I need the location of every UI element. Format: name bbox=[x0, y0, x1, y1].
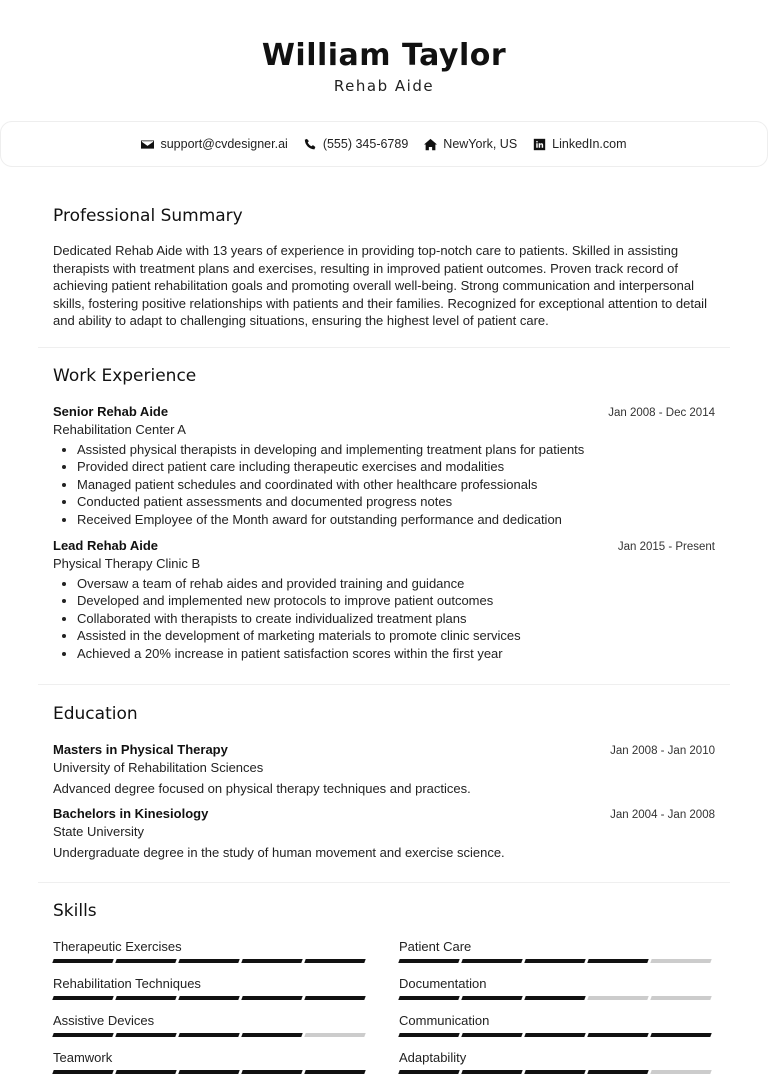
skill-level-segment-filled bbox=[241, 1070, 302, 1074]
contact-linkedin[interactable] bbox=[533, 137, 626, 151]
experience-title: Work Experience bbox=[53, 366, 197, 386]
skill-level-segment-empty bbox=[650, 996, 711, 1000]
job-bullet: • Developed and implemented new protocols to improve patient outcomes bbox=[77, 592, 715, 609]
skill-level-segment-filled bbox=[398, 996, 459, 1000]
skill-level-segment-filled bbox=[115, 1070, 176, 1074]
skill-level-segment-filled bbox=[52, 959, 113, 963]
skill-level-segment-filled bbox=[178, 1033, 239, 1037]
candidate-name: William Taylor bbox=[261, 38, 507, 73]
summary-section bbox=[38, 206, 730, 330]
contact-phone[interactable] bbox=[304, 137, 408, 151]
education-entry bbox=[53, 806, 715, 860]
skill-level-segment-filled bbox=[52, 996, 113, 1000]
job-entry bbox=[53, 538, 715, 662]
skill-level-segment-filled bbox=[52, 1033, 113, 1037]
skill-level-segment-filled bbox=[398, 1033, 459, 1037]
skill-level-segment-filled bbox=[241, 1033, 302, 1037]
skill-level-segment-filled bbox=[178, 959, 239, 963]
education-entry bbox=[53, 742, 715, 796]
skill-level-segment-filled bbox=[304, 996, 365, 1000]
skill-level-bar bbox=[399, 1070, 715, 1074]
job-entry bbox=[53, 404, 715, 528]
experience-section bbox=[38, 366, 730, 662]
skill-item bbox=[399, 1013, 715, 1050]
job-bullets bbox=[53, 441, 715, 528]
skills-title: Skills bbox=[53, 901, 97, 921]
job-bullet: • Provided direct patient care including therapeutic exercises and modalities bbox=[77, 458, 715, 475]
skill-name: Assistive Devices bbox=[53, 1013, 155, 1028]
linkedin-icon bbox=[533, 138, 546, 151]
education-description: Advanced degree focused on physical therapy techniques and practices. bbox=[53, 781, 471, 796]
job-title: Lead Rehab Aide bbox=[53, 538, 158, 554]
skill-name: Teamwork bbox=[53, 1050, 113, 1065]
summary-title: Professional Summary bbox=[53, 206, 243, 226]
skill-level-segment-filled bbox=[524, 1033, 585, 1037]
skill-level-bar bbox=[399, 1033, 715, 1037]
skill-level-segment-filled bbox=[398, 1070, 459, 1074]
skill-level-segment-filled bbox=[241, 959, 302, 963]
job-date: Jan 2008 - Dec 2014 bbox=[608, 407, 715, 419]
skill-level-segment-filled bbox=[115, 959, 176, 963]
skill-level-bar bbox=[53, 959, 369, 963]
education-section bbox=[38, 704, 730, 860]
divider bbox=[38, 684, 730, 685]
contact-location bbox=[424, 137, 517, 151]
skill-level-segment-empty bbox=[650, 959, 711, 963]
skill-level-segment-empty bbox=[304, 1033, 365, 1037]
skill-level-bar bbox=[53, 1070, 369, 1074]
skill-level-segment-filled bbox=[304, 959, 365, 963]
skill-level-segment-filled bbox=[461, 1070, 522, 1074]
job-company: Physical Therapy Clinic B bbox=[53, 556, 201, 572]
job-bullet: • Achieved a 20% increase in patient satisfaction scores within the first year bbox=[77, 645, 715, 662]
skill-name: Rehabilitation Techniques bbox=[53, 976, 201, 991]
home-icon bbox=[424, 138, 437, 151]
location-text: NewYork, US bbox=[443, 137, 518, 151]
skill-level-segment-filled bbox=[461, 996, 522, 1000]
job-company: Rehabilitation Center A bbox=[53, 422, 186, 437]
school-name: University of Rehabilitation Sciences bbox=[53, 760, 264, 775]
education-description: Undergraduate degree in the study of human movement and exercise science. bbox=[53, 845, 505, 860]
skill-item bbox=[53, 976, 369, 1013]
skill-level-bar bbox=[399, 996, 715, 1000]
job-bullet: • Assisted physical therapists in developing and implementing treatment plans for patients bbox=[77, 441, 715, 458]
skill-level-segment-filled bbox=[398, 959, 459, 963]
skill-level-segment-empty bbox=[650, 1070, 711, 1074]
skill-level-bar bbox=[399, 959, 715, 963]
skill-level-segment-filled bbox=[241, 996, 302, 1000]
divider bbox=[38, 882, 730, 883]
skill-item bbox=[399, 939, 715, 976]
job-date: Jan 2015 - Present bbox=[617, 541, 715, 554]
skill-level-segment-empty bbox=[587, 996, 648, 1000]
job-bullet: • Managed patient schedules and coordinated with other healthcare professionals bbox=[77, 476, 715, 493]
school-name: State University bbox=[53, 824, 145, 839]
skill-level-segment-filled bbox=[461, 1033, 522, 1037]
phone-icon bbox=[304, 138, 317, 151]
skill-item bbox=[399, 976, 715, 1013]
job-bullet: • Conducted patient assessments and documented progress notes bbox=[77, 493, 715, 510]
education-date: Jan 2008 - Jan 2010 bbox=[610, 745, 715, 757]
job-title: Senior Rehab Aide bbox=[53, 404, 169, 419]
contact-bar bbox=[0, 121, 768, 167]
education-date: Jan 2004 - Jan 2008 bbox=[610, 809, 715, 821]
job-bullet: • Collaborated with therapists to create individualized treatment plans bbox=[77, 610, 715, 627]
skill-level-segment-filled bbox=[115, 996, 176, 1000]
skill-level-bar bbox=[53, 996, 369, 1000]
phone-text: (555) 345-6789 bbox=[322, 137, 409, 151]
degree-title: Bachelors in Kinesiology bbox=[53, 806, 209, 821]
email-text: support@cvdesigner.ai bbox=[160, 137, 288, 151]
skill-item bbox=[53, 1050, 369, 1078]
skills-section bbox=[38, 901, 730, 1078]
candidate-role: Rehab Aide bbox=[333, 77, 435, 95]
skill-level-segment-filled bbox=[178, 1070, 239, 1074]
skill-level-segment-filled bbox=[587, 1033, 648, 1037]
divider bbox=[38, 347, 730, 348]
skill-name: Adaptability bbox=[399, 1050, 467, 1065]
skill-name: Patient Care bbox=[399, 939, 472, 954]
summary-text: Dedicated Rehab Aide with 13 years of experience in providing top-notch care to patients. Skilled in assisting therapists with treatment plans and exercises, resulting in improved patient outcomes. Proven track record of achieving patient rehabilitation goals and promoting overall well-being. Strong communication and interpersonal skills, fostering positive relationships with patients and their families. Recognized for exceptional attention to detail and ability to adapt to challenging situations, ensuring the highest level of patient care. bbox=[53, 243, 707, 329]
skill-item bbox=[399, 1050, 715, 1078]
skill-name: Documentation bbox=[399, 976, 487, 991]
skill-level-segment-filled bbox=[524, 996, 585, 1000]
education-title: Education bbox=[53, 704, 138, 724]
degree-title: Masters in Physical Therapy bbox=[53, 742, 228, 757]
skill-level-segment-filled bbox=[650, 1033, 711, 1037]
skill-name: Therapeutic Exercises bbox=[53, 939, 182, 954]
envelope-icon bbox=[141, 138, 154, 151]
skill-level-segment-filled bbox=[587, 959, 648, 963]
skill-item bbox=[53, 1013, 369, 1050]
skill-level-segment-filled bbox=[524, 959, 585, 963]
job-bullets bbox=[53, 575, 715, 662]
skill-level-segment-filled bbox=[524, 1070, 585, 1074]
skill-level-segment-filled bbox=[178, 996, 239, 1000]
skill-level-segment-filled bbox=[52, 1070, 113, 1074]
skill-level-bar bbox=[53, 1033, 369, 1037]
skill-level-segment-filled bbox=[461, 959, 522, 963]
skill-level-segment-filled bbox=[115, 1033, 176, 1037]
contact-email[interactable] bbox=[141, 137, 287, 151]
resume-header bbox=[0, 0, 768, 95]
skill-level-segment-filled bbox=[304, 1070, 365, 1074]
job-bullet: • Oversaw a team of rehab aides and provided training and guidance bbox=[77, 575, 715, 592]
skills-grid bbox=[53, 939, 715, 1078]
skill-name: Communication bbox=[399, 1013, 490, 1028]
job-bullet: • Assisted in the development of marketing materials to promote clinic services bbox=[77, 627, 715, 644]
skill-item bbox=[53, 939, 369, 976]
job-bullet: • Received Employee of the Month award for outstanding performance and dedication bbox=[77, 511, 715, 528]
linkedin-text: LinkedIn.com bbox=[552, 137, 627, 151]
skill-level-segment-filled bbox=[587, 1070, 648, 1074]
